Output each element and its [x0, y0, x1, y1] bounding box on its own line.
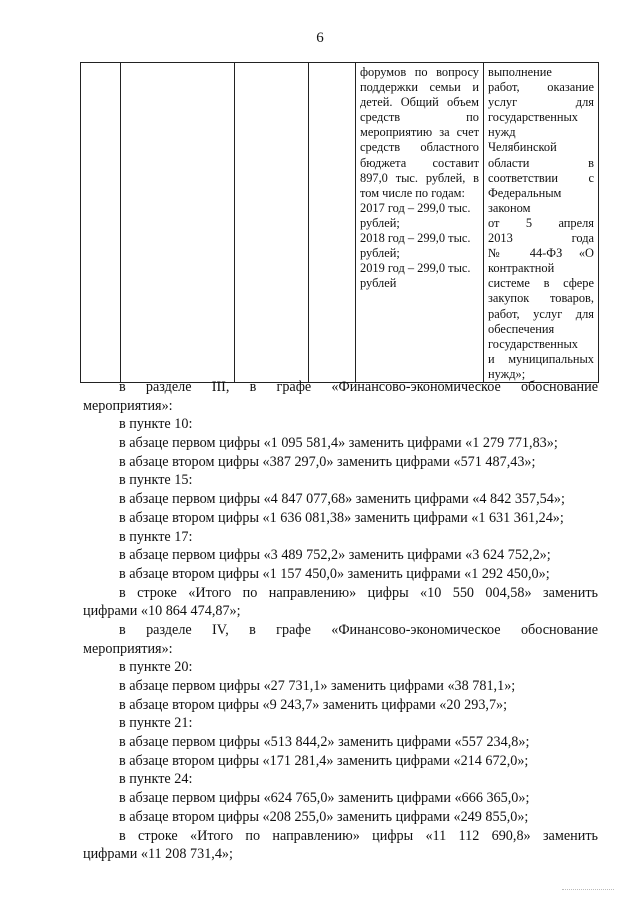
text-line: в пункте 21: [119, 715, 193, 732]
table-cell-funding [356, 63, 484, 383]
text-line: в абзаце первом цифры «624 765,0» заменить цифрами «666 365,0»; [119, 790, 530, 807]
cell-line: 897,0 тыс. рублей, в [360, 170, 479, 185]
cell-line: соответствии с [488, 170, 594, 185]
scan-artifact [562, 889, 614, 892]
cell-line: рублей; [360, 215, 400, 230]
cell-line: государственных [488, 110, 579, 125]
text-line: в абзаце втором цифры «1 157 450,0» заменить цифрами «1 292 450,0»; [119, 565, 550, 582]
text-line: мероприятия»: [83, 640, 173, 657]
cell-line: контрактной [488, 261, 555, 276]
text-line: в абзаце втором цифры «387 297,0» заменить цифрами «571 487,43»; [119, 453, 536, 470]
cell-line: том числе по годам: [360, 185, 465, 200]
program-table [80, 62, 599, 383]
text-line: в пункте 15: [119, 472, 193, 489]
cell-line: и муниципальных [488, 351, 594, 366]
text-line: в пункте 17: [119, 528, 193, 545]
text-line: мероприятия»: [83, 397, 173, 414]
table-cell-4 [309, 63, 356, 383]
text-line: в абзаце первом цифры «27 731,1» заменить цифрами «38 781,1»; [119, 678, 516, 694]
text-line: в абзаце первом цифры «513 844,2» заменить цифрами «557 234,8»; [119, 734, 530, 751]
text-line: в абзаце первом цифры «4 847 077,68» заменить цифрами «4 842 357,54»; [119, 491, 565, 508]
text-line: в абзаце первом цифры «3 489 752,2» заменить цифрами «3 624 752,2»; [119, 547, 551, 564]
cell-line: 2019 год – 299,0 тыс. [360, 261, 471, 276]
cell-line: работ, услуг для [488, 306, 594, 321]
text-line: в пункте 10: [119, 416, 193, 433]
cell-line: средств областного [360, 140, 479, 155]
cell-line: 2017 год – 299,0 тыс. [360, 200, 471, 215]
cell-line: средств по [360, 110, 479, 125]
cell-line: обеспечения [488, 321, 555, 336]
cell-line: услуг для [488, 95, 594, 110]
table-cell-2 [121, 63, 235, 383]
cell-line: бюджета составит [360, 155, 479, 170]
table-cell-3 [235, 63, 309, 383]
cell-line: работ, оказание [488, 80, 594, 95]
text-line: в абзаце втором цифры «208 255,0» заменить цифрами «249 855,0»; [119, 808, 529, 825]
table-row [81, 63, 599, 383]
amendment-text [83, 378, 598, 864]
cell-line: выполнение [488, 65, 552, 79]
cell-line: детей. Общий объем [360, 95, 479, 110]
text-line: цифрами «11 208 731,4»; [83, 846, 233, 863]
cell-line: закупок товаров, [488, 291, 594, 306]
text-line: в пункте 24: [119, 771, 193, 788]
cell-line: Федеральным [488, 185, 562, 200]
text-line: в абзаце втором цифры «9 243,7» заменить цифрами «20 293,7»; [119, 696, 508, 713]
text-line: в абзаце первом цифры «1 095 581,4» заменить цифрами «1 279 771,83»; [119, 435, 558, 452]
table-cell-procurement [484, 63, 599, 383]
text-line: цифрами «10 864 474,87»; [83, 603, 241, 620]
cell-line: форумов по вопросу [360, 65, 479, 79]
cell-line: нужд»; [488, 366, 526, 381]
cell-line: системе в сфере [488, 276, 594, 291]
cell-line: рублей [360, 276, 397, 291]
cell-line: от 5 апреля [488, 215, 594, 230]
text-line: в разделе IV, в графе «Финансово-экономическое обоснование [119, 621, 598, 638]
cell-line: государственных [488, 336, 579, 351]
cell-line: мероприятию за счет [360, 125, 479, 140]
cell-line: 2018 год – 299,0 тыс. [360, 231, 471, 246]
text-line: в разделе III, в графе «Финансово-экономическое обоснование [119, 379, 598, 395]
text-line: в строке «Итого по направлению» цифры «11 112 690,8» заменить [119, 827, 598, 844]
cell-line: рублей; [360, 246, 400, 261]
cell-line: законом [488, 200, 531, 215]
cell-line: Челябинской [488, 140, 557, 155]
text-line: в абзаце втором цифры «171 281,4» заменить цифрами «214 672,0»; [119, 752, 529, 769]
cell-line: 2013 года [488, 231, 594, 246]
text-line: в строке «Итого по направлению» цифры «10 550 004,58» заменить [119, 584, 598, 601]
table-cell-1 [81, 63, 121, 383]
text-line: в абзаце втором цифры «1 636 081,38» заменить цифрами «1 631 361,24»; [119, 509, 564, 526]
cell-line: поддержки семьи и [360, 80, 479, 95]
cell-line: нужд [488, 125, 516, 140]
page-number: 6 [316, 30, 324, 46]
cell-line: области в [488, 155, 594, 170]
cell-line: № 44-ФЗ «О [488, 246, 594, 261]
text-line: в пункте 20: [119, 659, 193, 676]
